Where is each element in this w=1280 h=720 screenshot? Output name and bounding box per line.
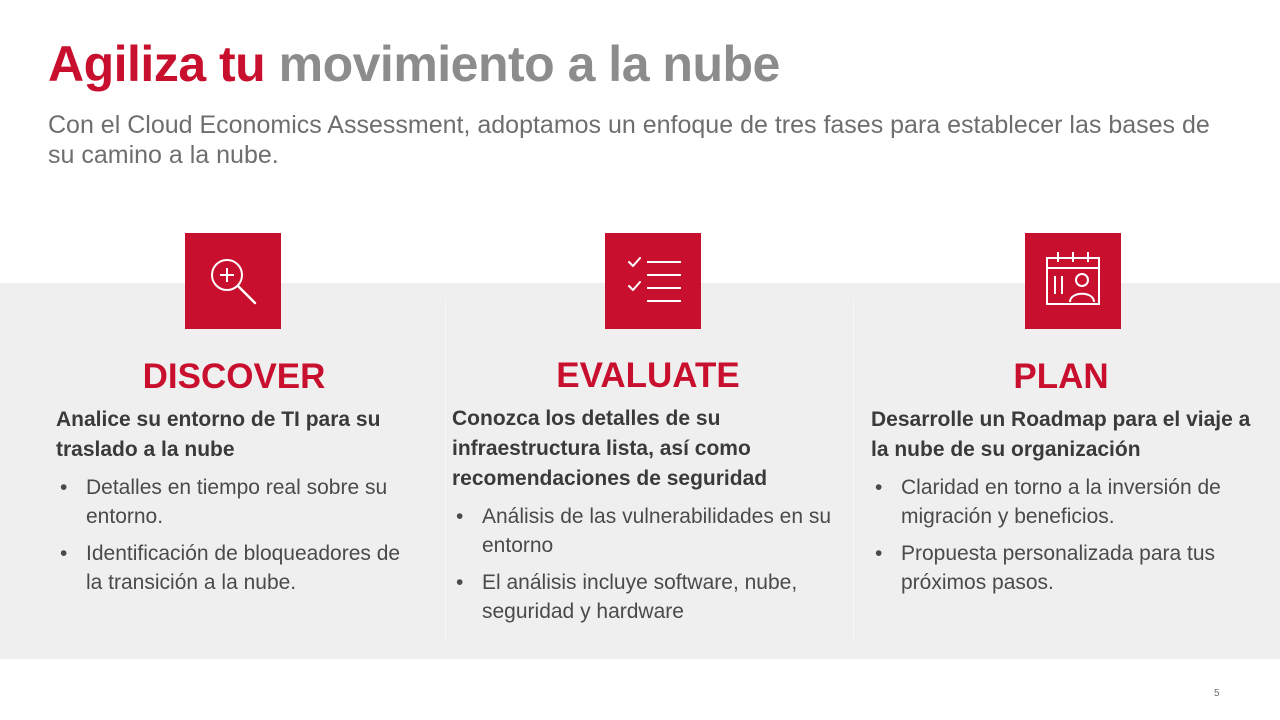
bullet-text: Propuesta personalizada para tus próximos pasos. bbox=[901, 542, 1216, 594]
list-item bbox=[56, 473, 416, 531]
phase-bullets-evaluate bbox=[452, 502, 847, 634]
list-item bbox=[871, 539, 1246, 597]
phase-description-evaluate: Conozca los detalles de su infraestructura lista, así como recomendaciones de seguridad bbox=[452, 407, 768, 490]
phase-bullets-plan bbox=[871, 473, 1246, 605]
list-item bbox=[452, 568, 847, 626]
bullet-text: Identificación de bloqueadores de la transición a la nube. bbox=[86, 542, 401, 594]
phase-title-discover: DISCOVER bbox=[142, 357, 326, 396]
phase-description-discover: Analice su entorno de TI para su traslado a la nube bbox=[56, 408, 381, 461]
title-rest: movimiento a la nube bbox=[278, 36, 780, 92]
discover-icon-box bbox=[185, 233, 281, 329]
list-item bbox=[56, 539, 416, 597]
plan-icon-box bbox=[1025, 233, 1121, 329]
magnifier-plus-icon bbox=[201, 249, 265, 313]
page-number: 5 bbox=[1214, 688, 1220, 699]
bullet-text: Detalles en tiempo real sobre su entorno. bbox=[86, 476, 388, 528]
phase-title-evaluate: EVALUATE bbox=[556, 356, 740, 395]
bullet-dot: • bbox=[875, 476, 883, 499]
slide-subtitle: Con el Cloud Economics Assessment, adoptamos un enfoque de tres fases para establecer las bases de su camino a la nube. bbox=[48, 111, 1210, 169]
bullet-text: El análisis incluye software, nube, seguridad y hardware bbox=[482, 571, 798, 623]
phase-bullets-discover bbox=[56, 473, 416, 605]
slide-title bbox=[48, 34, 780, 94]
title-accent: Agiliza tu bbox=[48, 36, 266, 92]
phase-divider bbox=[853, 300, 854, 640]
bullet-dot: • bbox=[456, 505, 464, 528]
calendar-person-icon bbox=[1038, 246, 1108, 316]
bullet-dot: • bbox=[456, 571, 464, 594]
evaluate-icon-box bbox=[605, 233, 701, 329]
bullet-dot: • bbox=[875, 542, 883, 565]
phase-divider bbox=[445, 300, 446, 640]
bullet-text: Claridad en torno a la inversión de migración y beneficios. bbox=[901, 476, 1221, 528]
list-item bbox=[871, 473, 1246, 531]
bullet-text: Análisis de las vulnerabilidades en su entorno bbox=[482, 505, 832, 557]
phase-description-plan: Desarrolle un Roadmap para el viaje a la nube de su organización bbox=[871, 408, 1251, 461]
list-item bbox=[452, 502, 847, 560]
bullet-dot: • bbox=[60, 542, 68, 565]
checklist-icon bbox=[617, 249, 689, 313]
bullet-dot: • bbox=[60, 476, 68, 499]
phase-title-plan: PLAN bbox=[1013, 357, 1109, 396]
